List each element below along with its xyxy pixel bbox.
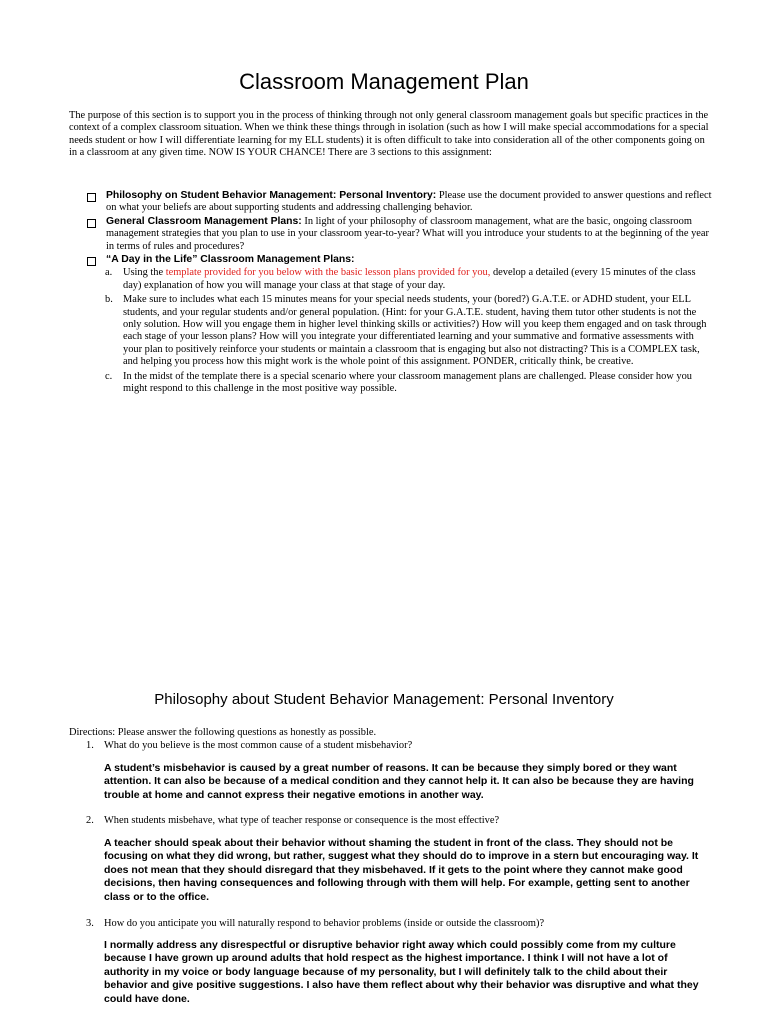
section-description: Please use the document provided to answer questions and reflect on what your beliefs are about supporting students and addressing challenging behavior. bbox=[106, 190, 712, 214]
answer-1: A student’s misbehavior is caused by a great number of reasons. It can be because they simply bored or they want attention. It can also be because of a medical condition and they cannot help it. It can also be because they are having trouble at home and cannot express their negative emotions in another way. bbox=[104, 762, 694, 801]
question-number: 2. bbox=[86, 815, 94, 826]
day-in-life-sublist bbox=[87, 267, 712, 395]
checkbox-bullet-icon bbox=[87, 193, 96, 202]
question-number: 3. bbox=[86, 918, 94, 929]
list-marker: a. bbox=[105, 267, 113, 279]
list-item bbox=[105, 294, 712, 368]
checkbox-bullet-icon bbox=[87, 257, 96, 266]
question-1 bbox=[86, 740, 706, 752]
list-marker: c. bbox=[105, 370, 113, 382]
intro-paragraph: The purpose of this section is to support you in the process of thinking through not only general classroom management goals but specific practices in the context of a complex classroom situation. When we think these things through in isolation (such as how I will make special accommodations for a special needs student or how I will differentiate learning for my ELL students) it is often difficult to take into consideration all of the other components going on in a classroom at any given time. NOW IS YOUR CHANCE! There are 3 sections to this assignment: bbox=[69, 110, 709, 159]
question-number: 1. bbox=[86, 740, 94, 751]
checkbox-bullet-icon bbox=[87, 219, 96, 228]
list-item bbox=[105, 371, 712, 396]
question-2 bbox=[86, 815, 706, 827]
section-title: “A Day in the Life” Classroom Management Plans: bbox=[106, 254, 355, 266]
highlighted-text: template provided for you below with the basic lesson plans provided for you, bbox=[165, 267, 491, 279]
list-item bbox=[105, 267, 712, 292]
page-title: Classroom Management Plan bbox=[239, 69, 529, 94]
list-marker: b. bbox=[105, 294, 113, 306]
assignment-sections-list bbox=[87, 190, 712, 398]
question-text: What do you believe is the most common cause of a student misbehavior? bbox=[104, 740, 413, 751]
section-item-general-plans bbox=[87, 216, 712, 253]
answer-3: I normally address any disrespectful or disruptive behavior right away which could possibly come from my culture because I have grown up around adults that hold respect as the highest importance. I think I will not have a lot of authority in my voice or body language because of my personality, but I will definitely talk to the child about their behavior and give positive suggestions. I also have them reflect about why their behavior was disruptive and what they could have done. bbox=[104, 939, 699, 1005]
list-item-text: Using the bbox=[123, 267, 166, 279]
question-3 bbox=[86, 918, 706, 930]
section-item-day-in-life bbox=[87, 254, 712, 266]
question-text: When students misbehave, what type of teacher response or consequence is the most effective? bbox=[104, 815, 500, 826]
section-description: In light of your philosophy of classroom management, what are the basic, ongoing classroom management strategies that you plan to use in your classroom year-to-year? What will you introduce your students to at the beginning of the year in terms of rules and procedures? bbox=[106, 215, 709, 252]
section-item-philosophy bbox=[87, 190, 712, 215]
question-text: How do you anticipate you will naturally respond to behavior problems (inside or outside the classroom)? bbox=[104, 918, 545, 929]
list-item-text: Make sure to includes what each 15 minutes means for your special needs students, your (bored?) G.A.T.E. or ADHD student, your ELL students, and your regular students and/or general population. (Hint: for your G.A.T.E. student, having them tutor other students is not the only solution. How will you engage them in higher level thinking skills or activities?) How will you keep them engaged and on task through each stage of your lesson plans? How will you integrate your differentiated learning and your summative and formative assessments with your plan to positively reinforce your students or maintain a classroom that is engaging but also not distracting? This is a COMPLEX task, and helping you process how this might work is the whole point of this assignment. PONDER, critically think, be creative. bbox=[123, 294, 707, 368]
section-title: Philosophy on Student Behavior Management: Personal Inventory: bbox=[106, 190, 437, 201]
answer-2: A teacher should speak about their behavior without shaming the student in front of the class. They should not be focusing on what they did wrong, but rather, suggest what they should do to improve in a stern but encouraging way. It does not mean that they should disregard that they misbehaved. If it gets to the point where they cannot make good decisions, then having consequences and following through with them will help. For example, getting sent to another class or to the office. bbox=[104, 837, 699, 903]
directions-text: Directions: Please answer the following questions as honestly as possible. bbox=[69, 727, 377, 738]
list-item-text-continued: develop a detailed (every 15 minutes of the class day) explanation of how you will manage your class at that stage of your day. bbox=[123, 267, 696, 291]
list-item-text: In the midst of the template there is a special scenario where your classroom management plans are challenged. Please consider how you might respond to this challenge in the most positive way possible. bbox=[123, 370, 692, 395]
inventory-heading: Philosophy about Student Behavior Management: Personal Inventory bbox=[154, 691, 614, 708]
section-title: General Classroom Management Plans: bbox=[106, 215, 302, 227]
